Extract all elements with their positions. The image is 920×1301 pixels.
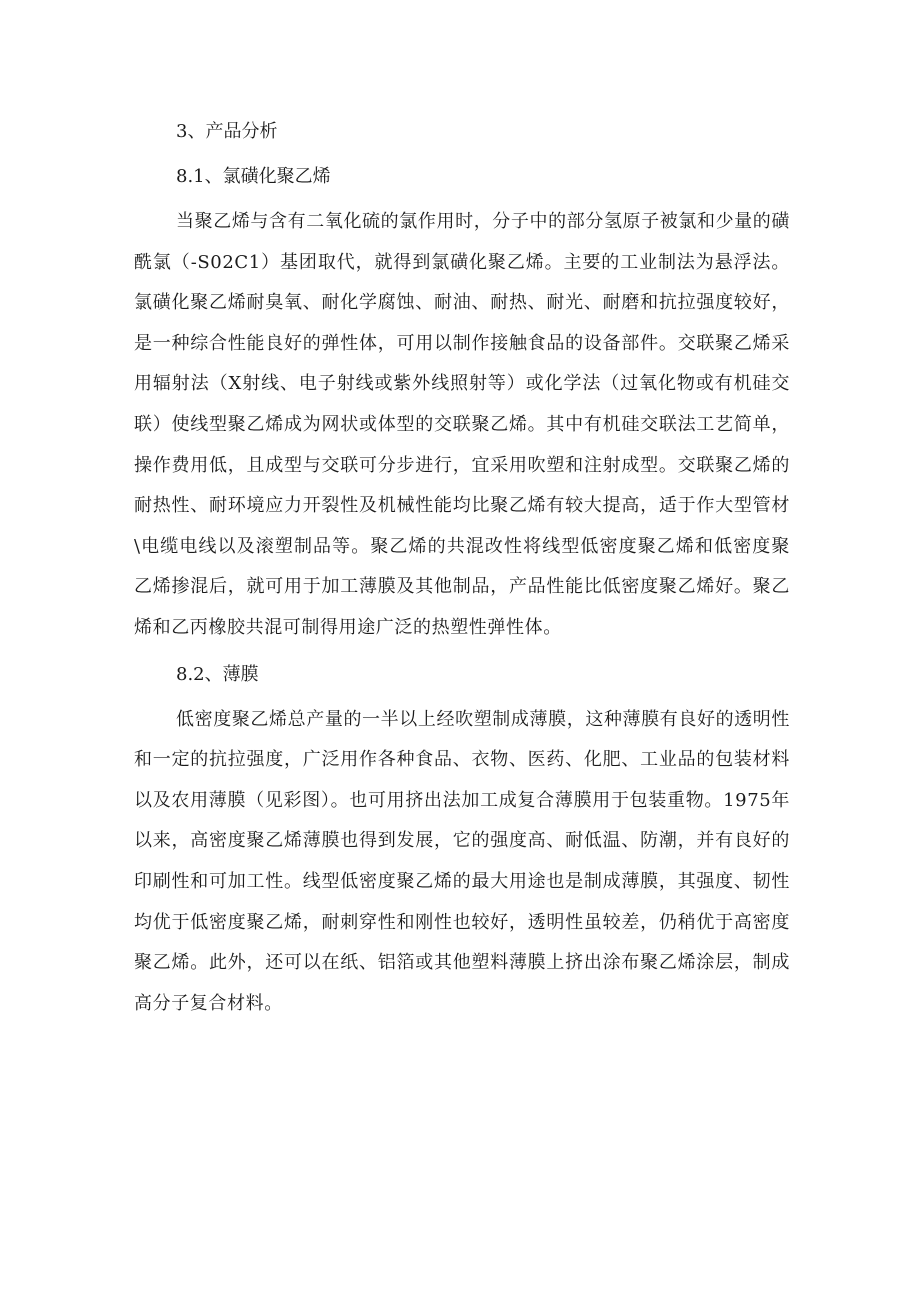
paragraph-film: 低密度聚乙烯总产量的一半以上经吹塑制成薄膜，这种薄膜有良好的透明性和一定的抗拉强度，广泛用作各种食品、衣物、医药、化肥、工业品的包装材料以及农用薄膜（见彩图）。也可用挤出法加工成复合薄膜用于包装重物。1975年以来，高密度聚乙烯薄膜也得到发展，它的强度高、耐低温、防潮，并有良好的印刷性和可加工性。线型低密度聚乙烯的最大用途也是制成薄膜，其强度、韧性均优于低密度聚乙烯，耐刺穿性和刚性也较好，透明性虽较差，仍稍优于高密度聚乙烯。此外，还可以在纸、铝箔或其他塑料薄膜上挤出涂布聚乙烯涂层，制成高分子复合材料。	[134, 708, 790, 1014]
subsection-heading-film: 8.2、薄膜	[176, 663, 259, 685]
paragraph-chlorosulfonated-pe: 当聚乙烯与含有二氧化硫的氯作用时，分子中的部分氢原子被氯和少量的磺酰氯（-S02C1）基团取代，就得到氯磺化聚乙烯。主要的工业制法为悬浮法。氯磺化聚乙烯耐臭氧、耐化学腐蚀、耐油、耐热、耐光、耐磨和抗拉强度较好，是一种综合性能良好的弹性体，可用以制作接触食品的设备部件。交联聚乙烯采用辐射法（X射线、电子射线或紫外线照射等）或化学法（过氧化物或有机硅交联）使线型聚乙烯成为网状或体型的交联聚乙烯。其中有机硅交联法工艺简单，操作费用低，且成型与交联可分步进行，宜采用吹塑和注射成型。交联聚乙烯的耐热性、耐环境应力开裂性及机械性能均比聚乙烯有较大提高，适于作大型管材\电缆电线以及滚塑制品等。聚乙烯的共混改性将线型低密度聚乙烯和低密度聚乙烯掺混后，就可用于加工薄膜及其他制品，产品性能比低密度聚乙烯好。聚乙烯和乙丙橡胶共混可制得用途广泛的热塑性弹性体。	[134, 211, 790, 638]
section-heading-product-analysis: 3、产品分析	[176, 121, 278, 142]
document-body	[134, 112, 790, 1030]
subsection-heading-chlorosulfonated-pe: 8.1、氯磺化聚乙烯	[176, 166, 331, 187]
